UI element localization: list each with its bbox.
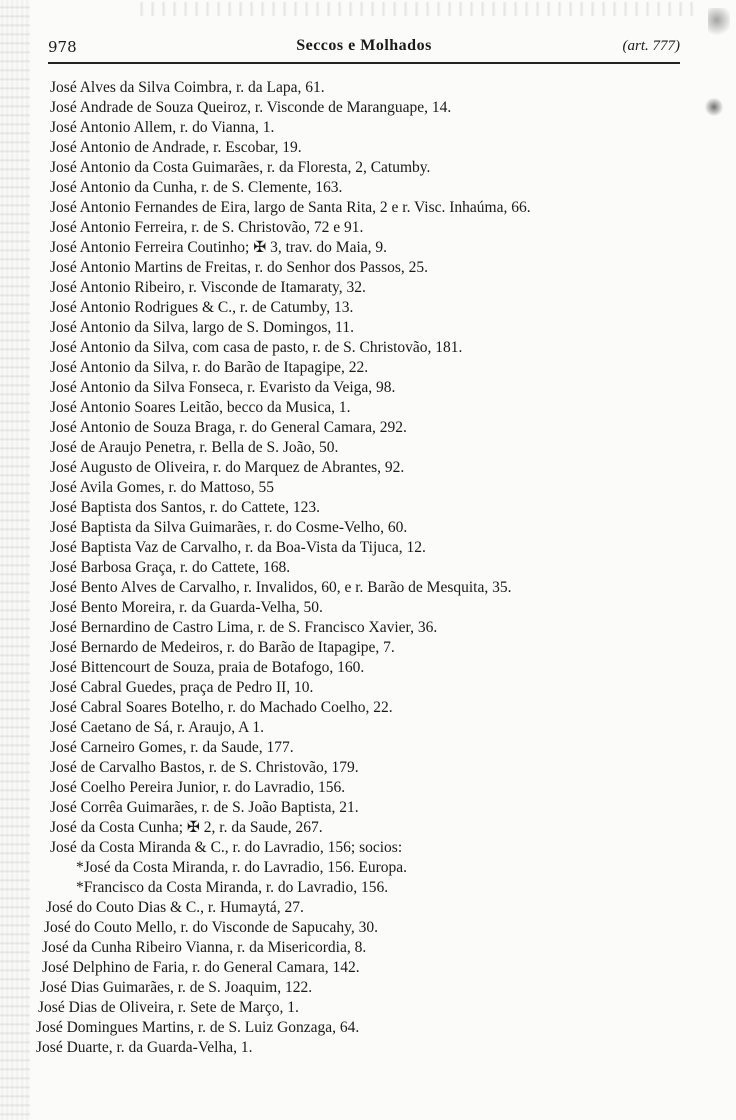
list-item: José da Cunha Ribeiro Vianna, r. da Misericordia, 8. [42, 939, 367, 956]
list-item: José Antonio Fernandes de Eira, largo de Santa Rita, 2 e r. Visc. Inhaúma, 66. [50, 199, 531, 216]
list-item: José Bento Moreira, r. da Guarda-Velha, 50. [50, 599, 323, 616]
list-item: José Baptista da Silva Guimarães, r. do Cosme-Velho, 60. [50, 519, 408, 536]
list-item: José Antonio de Souza Braga, r. do General Camara, 292. [50, 419, 407, 436]
list-item: José do Couto Dias & C., r. Humaytá, 27. [46, 899, 304, 916]
list-item: José Bernardino de Castro Lima, r. de S. Francisco Xavier, 36. [50, 619, 438, 636]
page-header [48, 36, 680, 64]
list-item-partner: *José da Costa Miranda, r. do Lavradio, 156. Europa. [76, 859, 408, 876]
list-item: José Andrade de Souza Queiroz, r. Visconde de Maranguape, 14. [50, 99, 452, 116]
list-item: José Antonio da Costa Guimarães, r. da Floresta, 2, Catumby. [50, 159, 431, 176]
ink-blot [708, 8, 730, 38]
list-item: José Antonio Allem, r. do Vianna, 1. [50, 119, 275, 136]
list-item: José Cabral Guedes, praça de Pedro II, 10. [50, 679, 314, 696]
list-item: José Cabral Soares Botelho, r. do Machado Coelho, 22. [50, 699, 393, 716]
list-item: José da Costa Miranda & C., r. do Lavradio, 156; socios: [50, 839, 403, 856]
list-item-partner: *Francisco da Costa Miranda, r. do Lavradio, 156. [76, 879, 389, 896]
page-number: 978 [48, 38, 77, 56]
list-item: José Domingues Martins, r. de S. Luiz Gonzaga, 64. [36, 1019, 360, 1036]
list-item: José Corrêa Guimarães, r. de S. João Baptista, 21. [50, 799, 359, 816]
list-item: José Antonio da Cunha, r. de S. Clemente, 163. [50, 179, 343, 196]
list-item: José Antonio Ferreira, r. de S. Christovão, 72 e 91. [50, 219, 364, 236]
list-item: José Antonio Rodrigues & C., r. de Catumby, 13. [50, 299, 354, 316]
section-reference: (art. 777) [622, 38, 680, 54]
list-item: José Antonio da Silva, com casa de pasto, r. de S. Christovão, 181. [50, 339, 463, 356]
list-item: José Dias de Oliveira, r. Sete de Março, 1. [38, 999, 299, 1016]
list-item: José Baptista Vaz de Carvalho, r. da Boa-Vista da Tijuca, 12. [50, 539, 426, 556]
list-item: José Dias Guimarães, r. de S. Joaquim, 122. [40, 979, 313, 996]
list-item: José Alves da Silva Coimbra, r. da Lapa, 61. [50, 79, 325, 96]
list-item: José de Carvalho Bastos, r. de S. Christovão, 179. [50, 759, 359, 776]
list-item: José Antonio da Silva Fonseca, r. Evaristo da Veiga, 98. [50, 379, 396, 396]
list-item: José Delphino de Faria, r. do General Camara, 142. [42, 959, 360, 976]
list-item: José Bento Alves de Carvalho, r. Invalidos, 60, e r. Barão de Mesquita, 35. [50, 579, 512, 596]
list-item: José Bernardo de Medeiros, r. do Barão de Itapagipe, 7. [50, 639, 395, 656]
list-item: José Antonio Ribeiro, r. Visconde de Itamaraty, 32. [50, 279, 366, 296]
list-item: José Antonio Ferreira Coutinho; ✠ 3, trav. do Maia, 9. [50, 239, 388, 256]
list-item: José Carneiro Gomes, r. da Saude, 177. [50, 739, 294, 756]
list-item: José Bittencourt de Souza, praia de Botafogo, 160. [50, 659, 365, 676]
list-item: José do Couto Mello, r. do Visconde de Sapucahy, 30. [44, 919, 379, 936]
list-item: José Baptista dos Santos, r. do Cattete, 123. [50, 499, 320, 516]
list-item: José Duarte, r. da Guarda-Velha, 1. [36, 1039, 253, 1056]
list-item: José da Costa Cunha; ✠ 2, r. da Saude, 267. [50, 819, 323, 836]
list-item: José Avila Gomes, r. do Mattoso, 55 [50, 479, 275, 496]
list-item: José de Araujo Penetra, r. Bella de S. João, 50. [50, 439, 339, 456]
list-item: José Caetano de Sá, r. Araujo, A 1. [50, 719, 264, 736]
list-item: José Coelho Pereira Junior, r. do Lavradio, 156. [50, 779, 346, 796]
list-item: José Antonio Soares Leitão, becco da Musica, 1. [50, 399, 351, 416]
list-item: José Augusto de Oliveira, r. do Marquez de Abrantes, 92. [50, 459, 405, 476]
ink-blot [704, 98, 724, 116]
scan-edge-noise [0, 0, 30, 1120]
list-item: José Antonio Martins de Freitas, r. do Senhor dos Passos, 25. [50, 259, 429, 276]
list-item: José Antonio da Silva, largo de S. Domingos, 11. [50, 319, 354, 336]
list-item: José Barbosa Graça, r. do Cattete, 168. [50, 559, 291, 576]
running-title: Seccos e Molhados [296, 37, 432, 54]
list-item: José Antonio de Andrade, r. Escobar, 19. [50, 139, 302, 156]
scan-top-noise [140, 2, 700, 16]
list-item: José Antonio da Silva, r. do Barão de Itapagipe, 22. [50, 359, 369, 376]
